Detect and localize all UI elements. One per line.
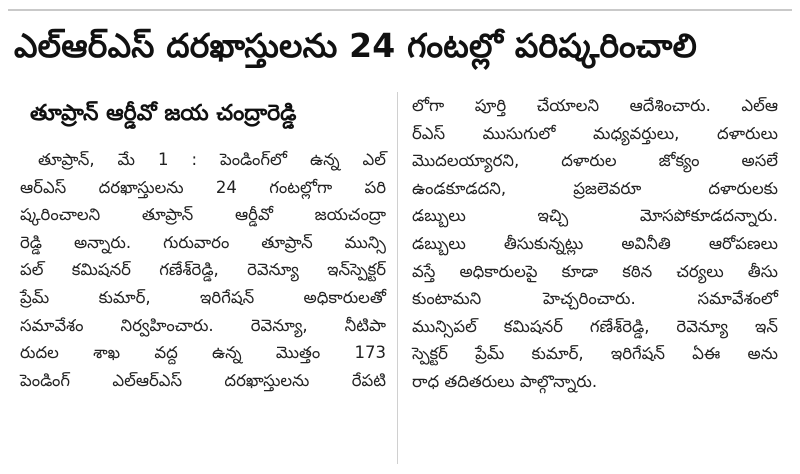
right-column <box>412 92 778 396</box>
body-line: లోగా పూర్తి చేయాలని ఆదేశించారు. ఎల్ఆ <box>412 96 778 115</box>
body-line: డబ్బులు ఇచ్చి మోసపోకూడదన్నారు. <box>412 206 778 226</box>
body-line: సమావేశం నిర్వహించారు. రెవెన్యూ, నీటిపా <box>20 315 386 335</box>
body-line: రుదల శాఖ వద్ద ఉన్న మొత్తం 173 <box>20 343 386 363</box>
body-line: ర్ఎస్ ముసుగులో మధ్యవర్తులు, దళారులు <box>412 123 778 143</box>
body-line: స్పెక్టర్ ప్రేమ్ కుమార్, ఇరిగేషన్ ఏఈ అను <box>412 344 778 364</box>
body-line: రెడ్డి అన్నారు. గురువారం తూప్రాన్ మున్సి <box>20 232 386 252</box>
body-line: పల్ కమిషనర్ గణేశ్‌రెడ్డి, రెవెన్యూ ఇన్‌స్పెక్టర్ <box>20 260 386 280</box>
body-line: రాధ తదితరులు పాల్గొన్నారు. <box>412 371 598 391</box>
body-line: తూప్రాన్, మే 1 : పెండింగ్‌లో ఉన్న ఎల్ <box>38 150 386 169</box>
body-line: డబ్బులు తీసుకున్నట్లు అవినీతి ఆరోపణలు <box>412 233 778 253</box>
body-line: మున్సిపల్ కమిషనర్ గణేశ్‌రెడ్డి, రెవెన్యూ ఇన్ <box>412 316 778 336</box>
top-rule <box>8 9 792 11</box>
body-line: ప్రేమ్ కుమార్, ఇరిగేషన్ అధికారులతో <box>20 287 386 307</box>
body-line: పెండింగ్ ఎల్ఆర్ఎస్ దరఖాస్తులను రేపటి <box>20 370 386 390</box>
body-line: మొదలయ్యారని, దళారుల జోక్యం అసలే <box>412 151 778 171</box>
column-divider <box>397 92 398 464</box>
body-line: ఉండకూడదని, ప్రజలెవరూ దళారులకు <box>412 178 778 198</box>
body-line: కుంటామని హెచ్చరించారు. సమావేశంలో <box>412 289 778 309</box>
headline: ఎల్‌ఆర్‌ఎస్ దరఖాస్తులను 24 గంటల్లో పరిష్కరించాలి <box>14 26 698 65</box>
body-line: ఆర్ఎస్ దరఖాస్తులను 24 గంటల్లోగా పరి <box>20 177 386 197</box>
body-line: వస్తే అధికారులపై కూడా కఠిన చర్యలు తీసు <box>412 261 778 281</box>
subheadline: తూప్రాన్ ఆర్డీవో జయ చంద్రారెడ్డి <box>30 101 297 126</box>
body-line: ష్కరించాలని తూప్రాన్ ఆర్డీవో జయచంద్రా <box>20 205 386 225</box>
left-column <box>20 92 386 394</box>
